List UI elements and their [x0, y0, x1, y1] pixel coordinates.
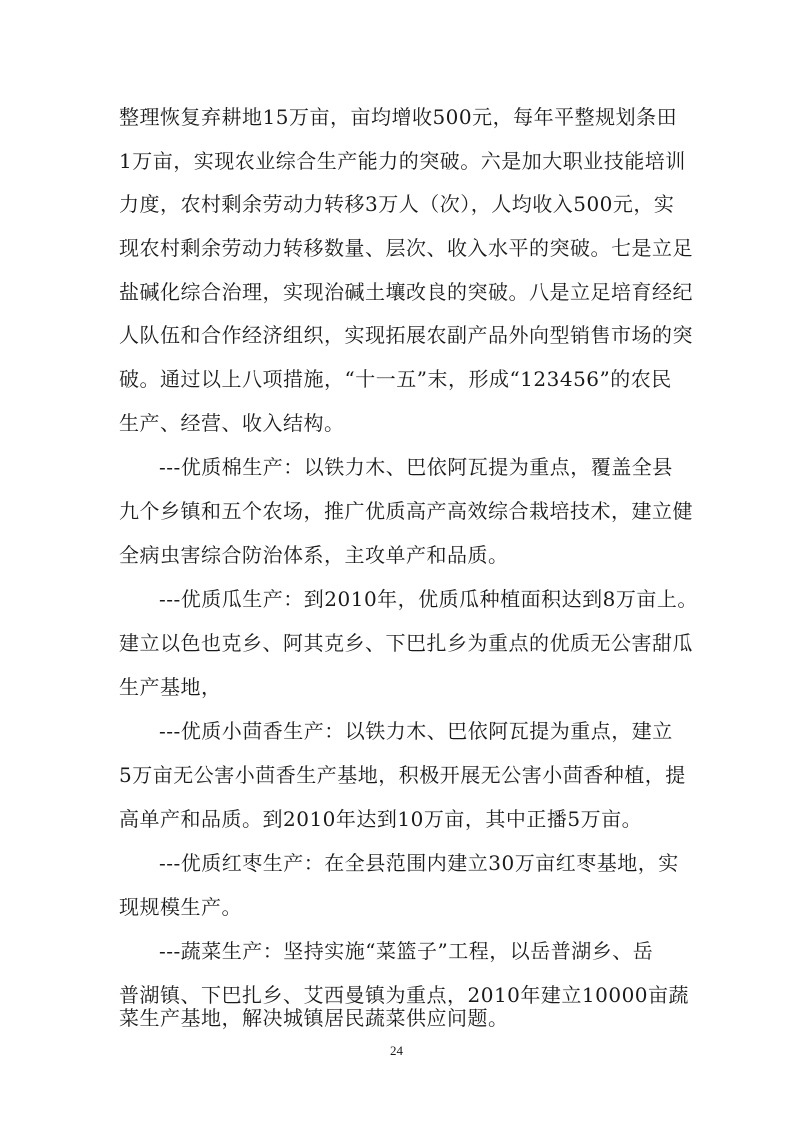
text-line: 力度，农村剩余劳动力转移3万人（次），人均收入500元，实	[119, 192, 675, 216]
text-line: 现规模生产。	[119, 895, 242, 919]
text-line: 人队伍和合作经济组织，实现拓展农副产品外向型销售市场的突	[119, 323, 693, 347]
bullet-line: ---优质瓜生产：到2010年，优质瓜种植面积达到8万亩上。	[159, 587, 698, 611]
text-line: 整理恢复弃耕地15万亩，亩均增收500元，每年平整规划条田	[119, 105, 678, 129]
text-line: 破。通过以上八项措施，“十一五”末，形成“123456”的农民	[119, 367, 672, 391]
text-line: 全病虫害综合防治体系，主攻单产和品质。	[119, 543, 509, 567]
text-line: 5万亩无公害小茴香生产基地，积极开展无公害小茴香种植，提	[119, 763, 686, 787]
text-line: 1万亩，实现农业综合生产能力的突破。六是加大职业技能培训	[119, 149, 686, 173]
text-line: 菜生产基地，解决城镇居民蔬菜供应问题。	[119, 1006, 509, 1030]
bullet-line: ---优质棉生产：以铁力木、巴依阿瓦提为重点，覆盖全县	[159, 455, 673, 479]
bullet-line: ---优质红枣生产：在全县范围内建立30万亩红枣基地，实	[159, 851, 679, 875]
text-line: 建立以色也克乡、阿其克乡、下巴扎乡为重点的优质无公害甜瓜	[119, 631, 693, 655]
text-line: 高单产和品质。到2010年达到10万亩，其中正播5万亩。	[119, 807, 643, 831]
text-line: 生产基地，	[119, 675, 222, 699]
text-line: 生产、经营、收入结构。	[119, 411, 345, 435]
text-line: 普湖镇、下巴扎乡、艾西曼镇为重点，2010年建立10000亩蔬	[119, 983, 690, 1007]
page-number: 24	[390, 1043, 403, 1058]
bullet-line: ---蔬菜生产：坚持实施“菜篮子”工程，以岳普湖乡、岳	[159, 939, 654, 963]
text-line: 盐碱化综合治理，实现治碱土壤改良的突破。八是立足培育经纪	[119, 280, 693, 304]
bullet-line: ---优质小茴香生产：以铁力木、巴依阿瓦提为重点，建立	[159, 719, 673, 743]
text-line: 九个乡镇和五个农场，推广优质高产高效综合栽培技术，建立健	[119, 499, 693, 523]
text-line: 现农村剩余劳动力转移数量、层次、收入水平的突破。七是立足	[119, 236, 693, 260]
